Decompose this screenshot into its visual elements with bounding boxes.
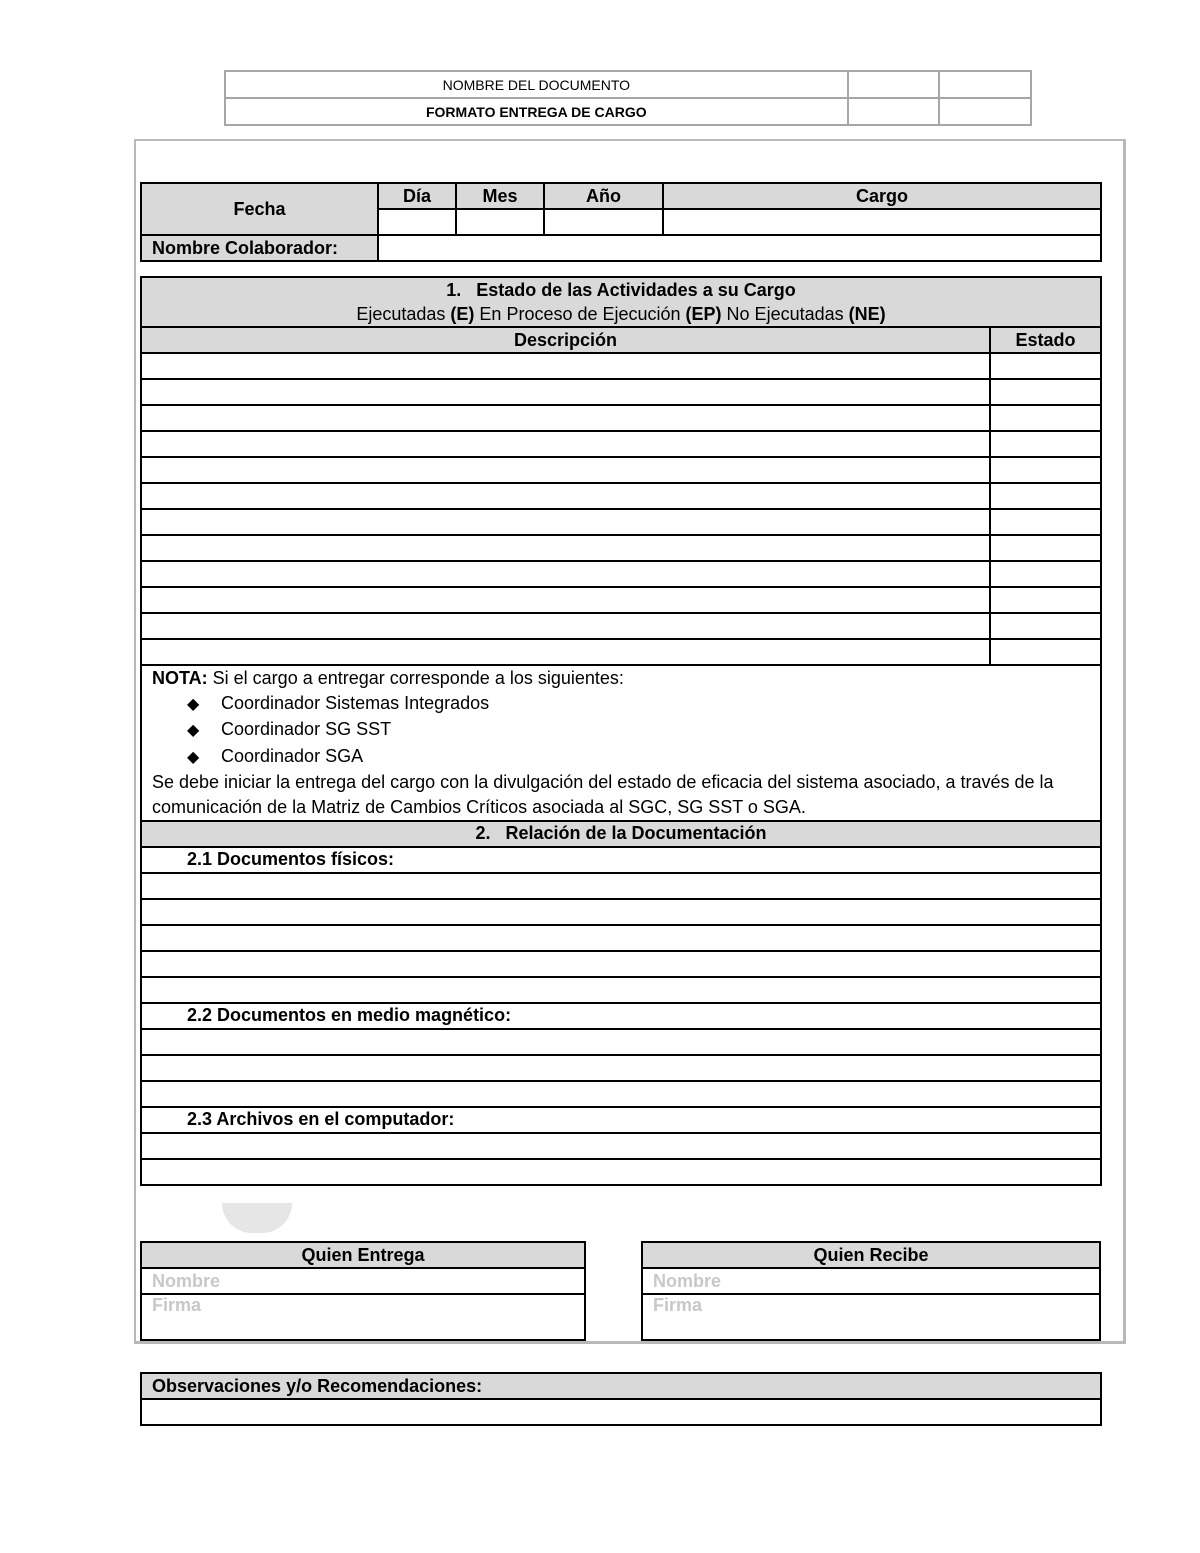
activity-description-cell[interactable] bbox=[141, 639, 990, 665]
section1-header bbox=[141, 277, 1101, 327]
document-header bbox=[224, 70, 1032, 126]
fecha-table bbox=[140, 182, 1102, 262]
recibe-nombre-field[interactable]: Nombre bbox=[642, 1268, 1100, 1294]
nota-item-text: Coordinador SG SST bbox=[221, 719, 392, 740]
document-row[interactable] bbox=[141, 925, 1101, 951]
diamond-bullet-icon: ◆ bbox=[187, 748, 200, 766]
nota-item-text: Coordinador SGA bbox=[221, 745, 364, 766]
document-row[interactable] bbox=[141, 899, 1101, 925]
document-row[interactable] bbox=[141, 873, 1101, 899]
activity-description-cell[interactable] bbox=[141, 561, 990, 587]
nota-label: NOTA: bbox=[152, 668, 208, 688]
doc-name-label: NOMBRE DEL DOCUMENTO bbox=[225, 71, 848, 98]
nota-item bbox=[152, 717, 1090, 744]
nombre-colaborador-label: Nombre Colaborador: bbox=[141, 235, 378, 261]
activity-status-cell[interactable] bbox=[990, 535, 1101, 561]
legend-ne-text: No Ejecutadas bbox=[721, 304, 849, 324]
quien-recibe-table bbox=[641, 1241, 1101, 1341]
activity-description-cell[interactable] bbox=[141, 457, 990, 483]
sub-archivos-computador: 2.3 Archivos en el computador: bbox=[141, 1107, 1101, 1133]
recibe-firma-field[interactable]: Firma bbox=[642, 1294, 1100, 1340]
activity-status-cell[interactable] bbox=[990, 587, 1101, 613]
document-row[interactable] bbox=[141, 1159, 1101, 1185]
activity-description-cell[interactable] bbox=[141, 535, 990, 561]
document-row[interactable] bbox=[141, 1029, 1101, 1055]
sub-documentos-magneticos: 2.2 Documentos en medio magnético: bbox=[141, 1003, 1101, 1029]
cargo-label: Cargo bbox=[663, 183, 1101, 209]
section2-title: 2. Relación de la Documentación bbox=[141, 821, 1101, 847]
observaciones-title: Observaciones y/o Recomendaciones: bbox=[141, 1373, 1101, 1399]
activity-description-cell[interactable] bbox=[141, 431, 990, 457]
document-row[interactable] bbox=[141, 1133, 1101, 1159]
document-row[interactable] bbox=[141, 951, 1101, 977]
document-row[interactable] bbox=[141, 1055, 1101, 1081]
sub-documentos-fisicos: 2.1 Documentos físicos: bbox=[141, 847, 1101, 873]
doc-title: FORMATO ENTREGA DE CARGO bbox=[225, 98, 848, 125]
activity-description-cell[interactable] bbox=[141, 483, 990, 509]
dia-label: Día bbox=[378, 183, 456, 209]
nota-block bbox=[141, 665, 1101, 821]
diamond-bullet-icon: ◆ bbox=[187, 695, 200, 713]
document-row[interactable] bbox=[141, 1081, 1101, 1107]
activity-description-cell[interactable] bbox=[141, 509, 990, 535]
mes-label: Mes bbox=[456, 183, 544, 209]
nota-intro bbox=[152, 666, 1090, 691]
activity-status-cell[interactable] bbox=[990, 639, 1101, 665]
section1-title: 1. Estado de las Actividades a su Cargo bbox=[446, 280, 796, 300]
anio-field[interactable] bbox=[544, 209, 663, 235]
activity-description-cell[interactable] bbox=[141, 587, 990, 613]
nombre-colaborador-field[interactable] bbox=[378, 235, 1101, 261]
anio-label: Año bbox=[544, 183, 663, 209]
col-estado: Estado bbox=[990, 327, 1101, 353]
activity-description-cell[interactable] bbox=[141, 613, 990, 639]
dia-field[interactable] bbox=[378, 209, 456, 235]
activity-status-cell[interactable] bbox=[990, 483, 1101, 509]
legend-ep-code: (EP) bbox=[685, 304, 722, 324]
header-date-cell bbox=[848, 98, 940, 125]
nota-intro-text: Si el cargo a entregar corresponde a los siguientes: bbox=[207, 668, 624, 688]
col-descripcion: Descripción bbox=[141, 327, 990, 353]
quien-entrega-table bbox=[140, 1241, 586, 1341]
cargo-field[interactable] bbox=[663, 209, 1101, 235]
document-row[interactable] bbox=[141, 977, 1101, 1003]
observaciones-field[interactable] bbox=[141, 1399, 1101, 1425]
entrega-firma-field[interactable]: Firma bbox=[141, 1294, 585, 1340]
fecha-label: Fecha bbox=[141, 183, 378, 235]
observaciones-table bbox=[140, 1372, 1102, 1426]
activity-status-cell[interactable] bbox=[990, 457, 1101, 483]
activity-status-cell[interactable] bbox=[990, 561, 1101, 587]
activity-status-cell[interactable] bbox=[990, 613, 1101, 639]
quien-recibe-title: Quien Recibe bbox=[642, 1242, 1100, 1268]
activity-description-cell[interactable] bbox=[141, 353, 990, 379]
nota-text: Se debe iniciar la entrega del cargo con la divulgación del estado de eficacia del sistema asociado, a través de la comunicación de la Matriz de Cambios Críticos asociada al SGC, SG SST o SGA. bbox=[152, 772, 1054, 817]
legend-e-code: (E) bbox=[450, 304, 475, 324]
entrega-nombre-field[interactable]: Nombre bbox=[141, 1268, 585, 1294]
header-code-cell bbox=[848, 71, 940, 98]
section1-legend bbox=[152, 302, 1090, 326]
activity-status-cell[interactable] bbox=[990, 353, 1101, 379]
quien-entrega-title: Quien Entrega bbox=[141, 1242, 585, 1268]
diamond-bullet-icon: ◆ bbox=[187, 722, 200, 740]
mes-field[interactable] bbox=[456, 209, 544, 235]
activity-description-cell[interactable] bbox=[141, 405, 990, 431]
nota-item bbox=[152, 744, 1090, 771]
activity-status-cell[interactable] bbox=[990, 379, 1101, 405]
activities-table bbox=[140, 276, 1102, 1186]
activity-status-cell[interactable] bbox=[990, 509, 1101, 535]
nota-item-text: Coordinador Sistemas Integrados bbox=[221, 692, 490, 713]
legend-e-text: Ejecutadas bbox=[356, 304, 451, 324]
legend-ne-code: (NE) bbox=[848, 304, 886, 324]
header-page-cell bbox=[939, 98, 1031, 125]
header-version-cell bbox=[939, 71, 1031, 98]
nota-item bbox=[152, 691, 1090, 718]
activity-status-cell[interactable] bbox=[990, 405, 1101, 431]
legend-ep-text: En Proceso de Ejecución bbox=[474, 304, 686, 324]
activity-status-cell[interactable] bbox=[990, 431, 1101, 457]
activity-description-cell[interactable] bbox=[141, 379, 990, 405]
